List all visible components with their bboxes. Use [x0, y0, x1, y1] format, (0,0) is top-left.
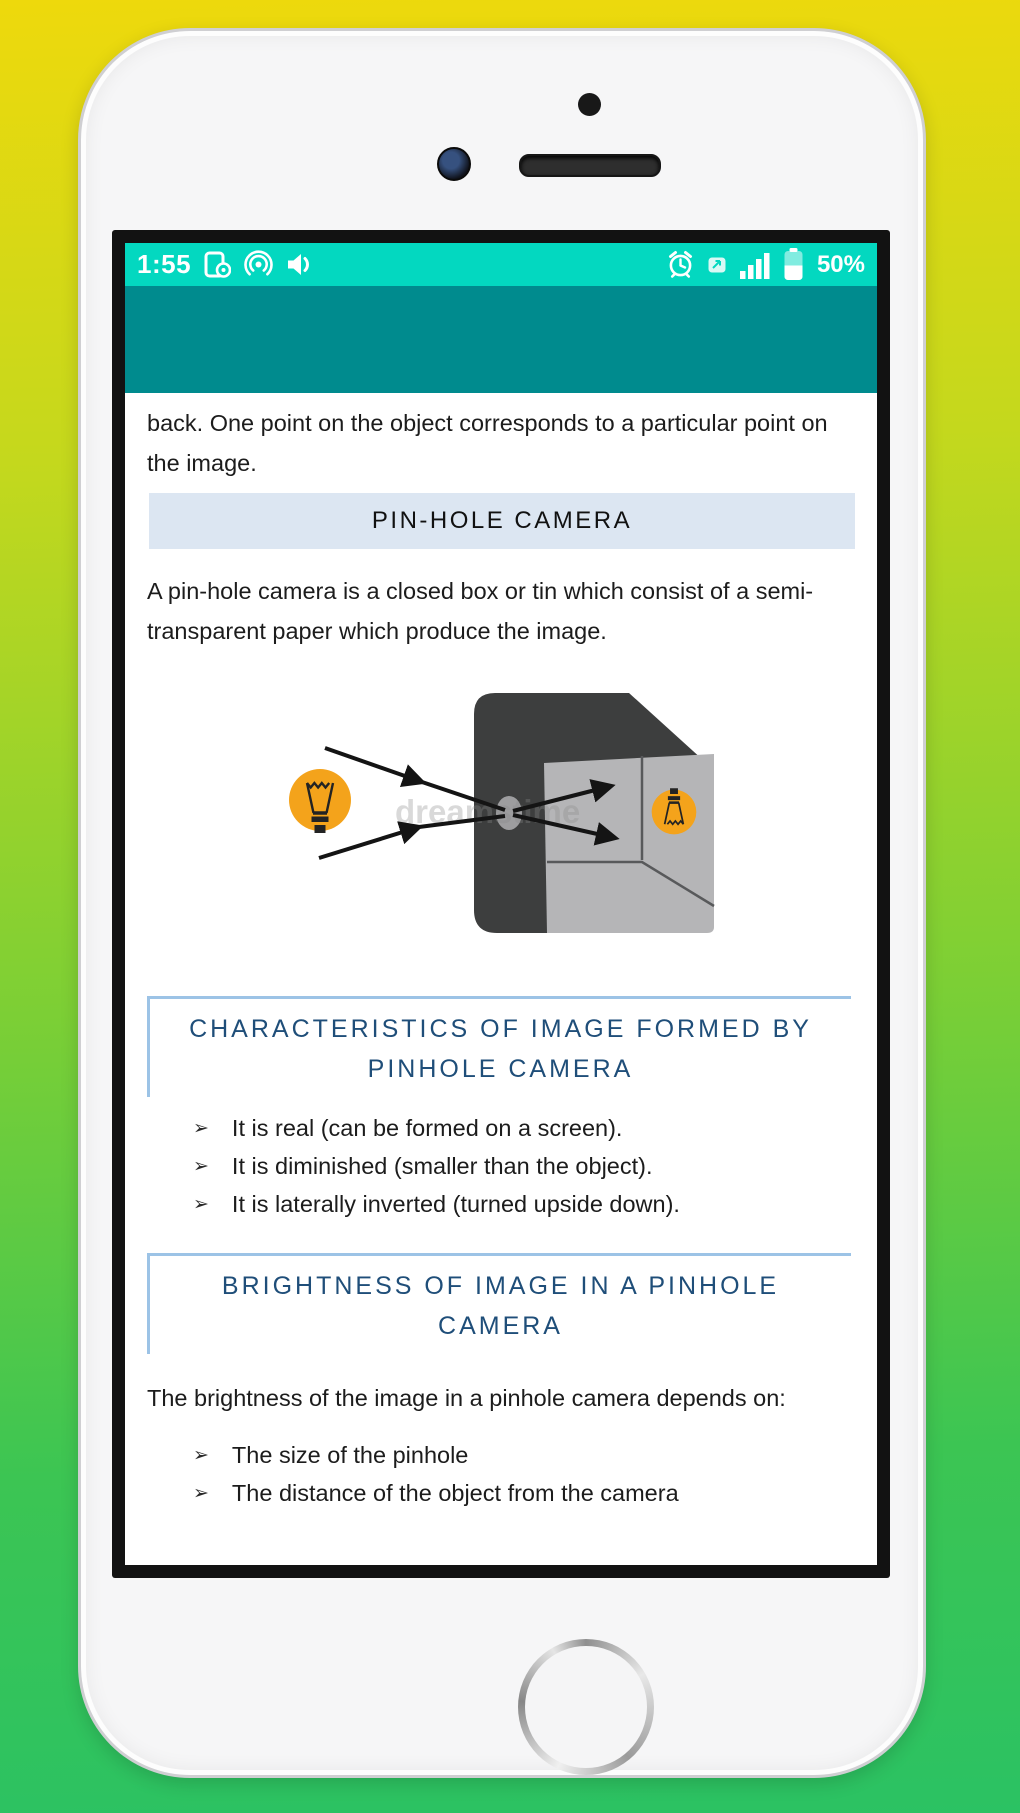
brightness-body: The brightness of the image in a pinhole camera depends on:	[147, 1385, 786, 1411]
intro-paragraph: back. One point on the object corresponds to a particular point on the image.	[147, 410, 828, 476]
brightness-title: BRIGHTNESS OF IMAGE IN A PINHOLE CAMERA	[147, 1253, 851, 1354]
signal-icon	[739, 250, 770, 280]
proximity-sensor-dot	[578, 93, 601, 116]
list-item-text: The distance of the object from the camera	[231, 1480, 679, 1506]
watermark-text: dreamstime	[395, 793, 581, 830]
arrow-bullet-icon: ➢	[193, 1445, 209, 1466]
characteristics-list	[193, 1109, 855, 1223]
brightness-list	[193, 1436, 855, 1512]
pinhole-camera-title: PIN-HOLE CAMERA	[149, 493, 855, 549]
clock-time: 1:55	[137, 249, 192, 279]
home-button-surface	[525, 1646, 647, 1768]
list-item-text: It is diminished (smaller than the object).	[231, 1153, 653, 1179]
status-bar	[125, 243, 877, 286]
arrow-bullet-icon: ➢	[193, 1483, 209, 1504]
arrow-bullet-icon: ➢	[193, 1156, 209, 1177]
list-item	[193, 1474, 855, 1512]
arrow-badge-icon	[708, 257, 726, 273]
arrow-bullet-icon: ➢	[193, 1118, 209, 1139]
list-item	[193, 1436, 855, 1474]
app-header-bar	[125, 286, 877, 393]
front-camera	[437, 147, 471, 181]
volume-icon	[286, 251, 314, 278]
list-item-text: The size of the pinhole	[231, 1442, 469, 1468]
document-page[interactable]	[125, 393, 877, 1565]
hotspot-icon	[244, 250, 273, 279]
screen-share-icon	[204, 250, 231, 280]
earpiece-speaker	[519, 154, 661, 177]
list-item-text: It is real (can be formed on a screen).	[231, 1115, 623, 1141]
alarm-icon	[666, 250, 695, 279]
pinhole-camera-diagram	[237, 670, 737, 950]
characteristics-title: CHARACTERISTICS OF IMAGE FORMED BY PINHOLE CAMERA	[147, 996, 851, 1097]
home-button[interactable]	[518, 1639, 654, 1775]
camera-box-interior	[544, 754, 714, 933]
phone-screen	[112, 230, 890, 1578]
pinhole-camera-body: A pin-hole camera is a closed box or tin which consist of a semi-transparent paper which produce the image.	[147, 578, 814, 644]
list-item-text: It is laterally inverted (turned upside down).	[231, 1191, 680, 1217]
list-item	[193, 1109, 855, 1147]
list-item	[193, 1147, 855, 1185]
battery-icon	[783, 248, 804, 281]
object-bulb	[289, 769, 351, 833]
arrow-bullet-icon: ➢	[193, 1194, 209, 1215]
battery-percent: 50%	[816, 250, 865, 278]
screen-content	[125, 243, 877, 1565]
list-item	[193, 1185, 855, 1223]
